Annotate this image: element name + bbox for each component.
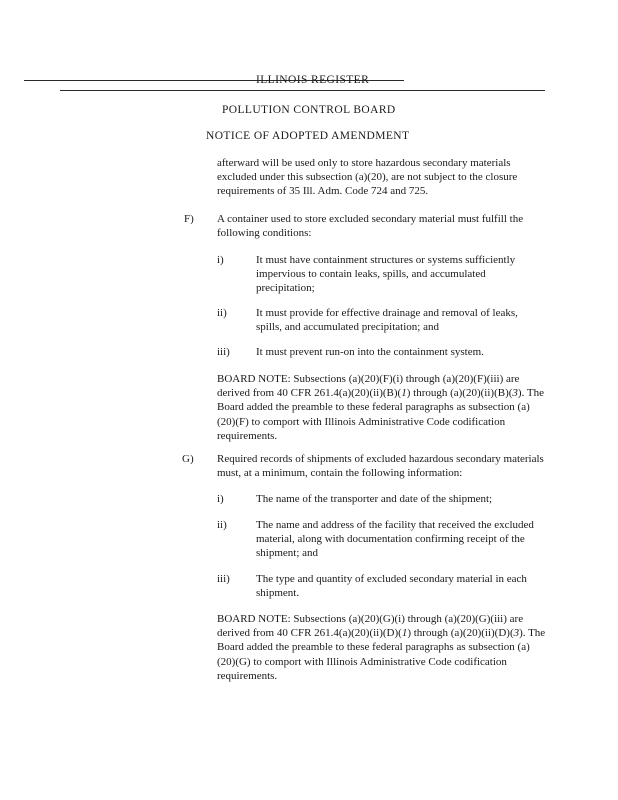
section-f-item-2-text: It must provide for effective drainage and removal of leaks, spills, and accumulated precipitation; and	[256, 307, 518, 334]
section-g-text: Required records of shipments of excluded hazardous secondary materials must, at a minimum, contain the following information:	[217, 453, 544, 480]
section-f-item-2-label: ii)	[217, 307, 227, 319]
section-f-item-3-label: iii)	[217, 346, 230, 358]
section-g-note-italic-1: 1	[401, 627, 408, 640]
section-f-text: A container used to store excluded secondary material must fulfill the following conditions:	[217, 213, 524, 240]
section-g-item-1-label: i)	[217, 493, 224, 505]
section-f-board-note: BOARD NOTE: Subsections (a)(20)(F)(i) through (a)(20)(F)(iii) are derived from 40 CFR 261.4(a)(20)(ii)(B)(1) through (a)(20)(ii)(B)(3). The Board added the preamble to these federal paragraphs as subsection (a)(20)(F) to comport with Illinois Administrative Code codification requirements.	[217, 373, 544, 442]
section-f-item-1-text: It must have containment structures or systems sufficiently impervious to contain leaks, spills, and accumulated precipitation;	[256, 254, 516, 295]
section-g-item-2-label: ii)	[217, 519, 227, 531]
continuation-paragraph: afterward will be used only to store hazardous secondary materials excluded under this subsection (a)(20), are not subject to the closure requirements of 35 Ill. Adm. Code 724 and 725.	[217, 157, 518, 198]
section-g-board-note: BOARD NOTE: Subsections (a)(20)(G)(i) through (a)(20)(G)(iii) are derived from 40 CFR 261.4(a)(20)(ii)(D)(1) through (a)(20)(ii)(D)(3). The Board added the preamble to these federal paragraphs as subsection (a)(20)(G) to comport with Illinois Administrative Code codification requirements.	[217, 613, 546, 682]
section-f-note-italic-1: 1	[401, 387, 407, 400]
section-g-item-3-label: iii)	[217, 573, 230, 585]
section-f-note-italic-2: 3	[512, 387, 518, 400]
section-f-label: F)	[184, 213, 194, 225]
section-g-note-italic-2: 3	[513, 627, 520, 640]
section-f-item-3-text: It must prevent run-on into the containment system.	[256, 346, 484, 358]
section-g-item-2-text: The name and address of the facility that received the excluded material, along with documentation confirming receipt of the shipment; and	[256, 519, 534, 560]
notice-title: NOTICE OF ADOPTED AMENDMENT	[206, 130, 410, 142]
section-g-label: G)	[182, 453, 194, 465]
section-f-item-1-label: i)	[217, 254, 224, 266]
section-g-item-1-text: The name of the transporter and date of the shipment;	[256, 493, 493, 505]
register-title: ILLINOIS REGISTER	[256, 74, 370, 86]
board-title: POLLUTION CONTROL BOARD	[222, 104, 396, 116]
header-rule-bottom	[60, 90, 545, 91]
section-g-item-3-text: The type and quantity of excluded secondary material in each shipment.	[256, 573, 527, 600]
